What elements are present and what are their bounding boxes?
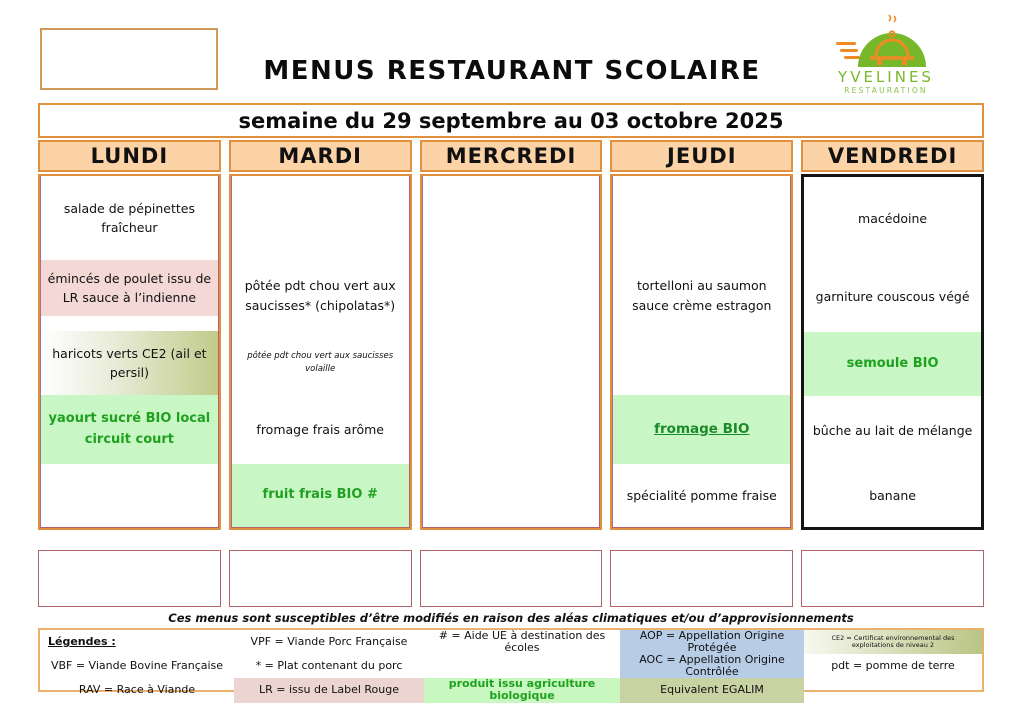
- legend-item: # = Aide UE à destination des écoles: [438, 629, 606, 655]
- footer-empty-cell: [229, 550, 412, 607]
- menu-item: [41, 464, 218, 527]
- menu-item: spécialité pomme fraise: [626, 487, 777, 503]
- menu-item: tortelloni au saumon sauce crème estragon: [632, 278, 772, 313]
- menu-item: yaourt sucré BIO local circuit court: [41, 395, 218, 464]
- menu-item: émincés de poulet issu de LR sauce à l’indienne: [41, 260, 218, 316]
- day-column-mercredi: [420, 140, 603, 530]
- day-column-lundi: [38, 140, 221, 530]
- disclaimer-note: Ces menus sont susceptibles d’être modifiés en raison des aléas climatiques et/ou d’approvisionnements: [168, 611, 854, 625]
- page-title: MENUS RESTAURANT SCOLAIRE: [263, 56, 761, 86]
- logo-text-yvelines: YVELINES: [838, 68, 934, 86]
- day-body-inner: [804, 177, 981, 527]
- legend-item: produit issu agriculture biologique: [424, 678, 620, 702]
- menu-item: macédoine: [858, 211, 928, 227]
- legend-item: CE2 = Certificat environnemental des exploitations de niveau 2: [804, 630, 982, 654]
- menu-item: [423, 331, 600, 395]
- footer-empty-cell: [610, 550, 793, 607]
- legend-item: VPF = Viande Porc Française: [250, 635, 408, 649]
- day-header-vendredi: VENDREDI: [801, 140, 984, 172]
- menu-item: [232, 176, 409, 260]
- logo-dome-icon: [834, 12, 938, 70]
- legend-item: Equivalent EGALIM: [620, 678, 804, 702]
- day-body-inner: [40, 176, 219, 528]
- day-body-jeudi: [610, 174, 793, 530]
- menu-item: fruit frais BIO #: [232, 464, 409, 527]
- menu-item: haricots verts CE2 (ail et persil): [41, 331, 218, 395]
- week-banner-text: semaine du 29 septembre au 03 octobre 2025: [238, 108, 784, 133]
- footer-empty-cell: [38, 550, 221, 607]
- day-body-inner: [422, 176, 601, 528]
- legend-item: VBF = Viande Bovine Française: [50, 659, 224, 673]
- legend-item: RAV = Race à Viande: [78, 683, 196, 697]
- legend-box: [38, 628, 984, 703]
- legend-item: * = Plat contenant du porc: [255, 659, 403, 673]
- day-body-mardi: [229, 174, 412, 530]
- menu-item: pôtée pdt chou vert aux saucisses volaille: [247, 350, 394, 374]
- day-body-lundi: [38, 174, 221, 530]
- footer-empty-cell: [420, 550, 603, 607]
- menu-item: [613, 176, 790, 260]
- menu-item: [613, 331, 790, 395]
- day-body-inner: [231, 176, 410, 528]
- day-body-inner: [612, 176, 791, 528]
- day-body-mercredi: [420, 174, 603, 530]
- day-column-mardi: [229, 140, 412, 530]
- yvelines-restauration-logo: [826, 12, 946, 100]
- menu-item: pôtée pdt chou vert aux saucisses* (chipolatas*): [244, 278, 396, 313]
- menu-item: salade de pépinettes fraîcheur: [63, 200, 195, 235]
- menu-item: [423, 260, 600, 331]
- day-column-jeudi: [610, 140, 793, 530]
- menu-item: semoule BIO: [804, 332, 981, 396]
- day-header-jeudi: JEUDI: [610, 140, 793, 172]
- menu-item: garniture couscous végé: [815, 288, 970, 304]
- menu-item: banane: [869, 488, 916, 504]
- legend-title: Légendes :: [48, 635, 116, 649]
- menu-item: [423, 176, 600, 260]
- menu-item: fromage BIO: [613, 395, 790, 464]
- footer-empty-cell: [801, 550, 984, 607]
- week-banner: [38, 103, 984, 138]
- day-header-mercredi: MERCREDI: [420, 140, 603, 172]
- menu-item: [423, 395, 600, 464]
- day-header-mardi: MARDI: [229, 140, 412, 172]
- menu-item: [423, 464, 600, 527]
- day-body-vendredi: [801, 174, 984, 530]
- legend-item: [424, 654, 620, 678]
- logo-text-restauration: RESTAURATION: [844, 86, 928, 95]
- legend-item: AOP = Appellation Origine Protégée: [620, 630, 804, 654]
- day-header-lundi: LUNDI: [38, 140, 221, 172]
- menu-item: fromage frais arôme: [256, 421, 384, 437]
- menu-item: bûche au lait de mélange: [812, 422, 973, 438]
- legend-item: LR = issu de Label Rouge: [234, 678, 424, 702]
- day-column-vendredi: [801, 140, 984, 530]
- days-grid: [38, 140, 984, 530]
- footer-empty-boxes: [38, 550, 984, 607]
- legend-item: [804, 678, 982, 702]
- legend-item: AOC = Appellation Origine Contrôlée: [620, 654, 804, 678]
- legend-item: pdt = pomme de terre: [831, 659, 955, 673]
